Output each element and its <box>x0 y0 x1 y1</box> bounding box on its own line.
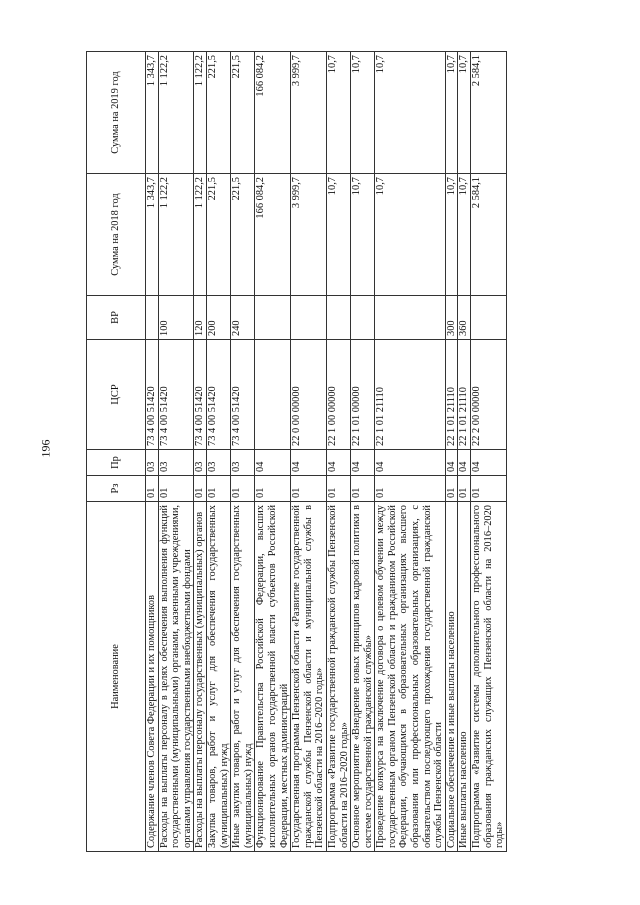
row-vr-cell: 300 <box>445 296 458 340</box>
row-rz-cell: 01 <box>146 476 159 502</box>
row-vr-cell <box>351 296 375 340</box>
row-sum-2019-cell: 10,7 <box>375 52 446 174</box>
row-pr-cell: 04 <box>255 450 291 476</box>
row-vr-cell: 100 <box>158 296 194 340</box>
row-pr-cell: 04 <box>445 450 458 476</box>
header-vr: ВР <box>87 296 146 340</box>
header-rz: Рз <box>87 476 146 502</box>
row-name-cell: Содержание членов Совета Федерации и их помощников <box>146 502 159 852</box>
table-row <box>375 52 446 852</box>
row-pr-cell: 03 <box>206 450 230 476</box>
row-vr-cell: 200 <box>206 296 230 340</box>
row-sum-2018-cell: 10,7 <box>375 174 446 296</box>
header-name: Наименование <box>87 502 146 852</box>
row-sum-2018-cell: 1 122,2 <box>194 174 207 296</box>
table-row <box>351 52 375 852</box>
row-sum-2018-cell: 3 999,7 <box>291 174 327 296</box>
row-name-cell: Закупка товаров, работ и услуг для обеспечения государственных (муниципальных) нужд <box>206 502 230 852</box>
row-name-cell: Функционирование Правительства Российской Федерации, высших исполнительных органов государственной власти субъектов Российской Федерации, местных администраций <box>255 502 291 852</box>
row-name-cell: Социальное обеспечение и иные выплаты населению <box>445 502 458 852</box>
row-vr-cell: 360 <box>458 296 471 340</box>
row-pr-cell: 03 <box>146 450 159 476</box>
row-sum-2018-cell: 1 343,7 <box>146 174 159 296</box>
row-name-cell: Подпрограмма «Развитие системы дополнительного профессионального образования гражданских служащих Пензенской области на 2016–2020 годы» <box>471 502 507 852</box>
row-pr-cell: 03 <box>231 450 255 476</box>
row-vr-cell <box>146 296 159 340</box>
row-csr-cell: 22 1 01 21110 <box>375 340 446 450</box>
header-sum-2018: Сумма на 2018 год <box>87 174 146 296</box>
row-rz-cell: 01 <box>471 476 507 502</box>
row-name-cell: Иные закупки товаров, работ и услуг для обеспечения государственных (муниципальных) нужд <box>231 502 255 852</box>
header-csr: ЦСР <box>87 340 146 450</box>
row-csr-cell: 22 1 01 21110 <box>445 340 458 450</box>
row-csr-cell: 73 4 00 51420 <box>194 340 207 450</box>
table-row <box>158 52 194 852</box>
row-sum-2019-cell: 221,5 <box>206 52 230 174</box>
row-csr-cell: 73 4 00 51420 <box>146 340 159 450</box>
row-vr-cell <box>471 296 507 340</box>
row-sum-2019-cell: 10,7 <box>351 52 375 174</box>
table-row <box>326 52 350 852</box>
table-row <box>445 52 458 852</box>
table-row <box>194 52 207 852</box>
row-pr-cell: 03 <box>158 450 194 476</box>
table-row <box>206 52 230 852</box>
table-row <box>471 52 507 852</box>
row-pr-cell: 04 <box>458 450 471 476</box>
row-rz-cell: 01 <box>206 476 230 502</box>
row-rz-cell: 01 <box>351 476 375 502</box>
table-row <box>231 52 255 852</box>
row-name-cell: Расходы на выплаты персоналу в целях обеспечения выполнения функций государственными (муниципальными) органами, казенными учреждениями, органами управления государственными внебюджетными фондами <box>158 502 194 852</box>
row-csr-cell <box>255 340 291 450</box>
row-sum-2018-cell: 166 084,2 <box>255 174 291 296</box>
table-header-row <box>87 52 146 852</box>
row-sum-2019-cell: 166 084,2 <box>255 52 291 174</box>
row-sum-2019-cell: 2 584,1 <box>471 52 507 174</box>
row-rz-cell: 01 <box>375 476 446 502</box>
row-sum-2019-cell: 1 122,2 <box>158 52 194 174</box>
row-sum-2019-cell: 1 343,7 <box>146 52 159 174</box>
row-rz-cell: 01 <box>458 476 471 502</box>
row-sum-2018-cell: 10,7 <box>351 174 375 296</box>
row-sum-2019-cell: 10,7 <box>326 52 350 174</box>
row-sum-2019-cell: 10,7 <box>445 52 458 174</box>
row-vr-cell: 240 <box>231 296 255 340</box>
table-row <box>458 52 471 852</box>
row-sum-2018-cell: 2 584,1 <box>471 174 507 296</box>
row-vr-cell <box>255 296 291 340</box>
row-name-cell: Иные выплаты населению <box>458 502 471 852</box>
table-body <box>146 52 507 852</box>
row-csr-cell: 22 2 00 00000 <box>471 340 507 450</box>
header-sum-2019: Сумма на 2019 год <box>87 52 146 174</box>
row-rz-cell: 01 <box>231 476 255 502</box>
row-rz-cell: 01 <box>158 476 194 502</box>
row-csr-cell: 22 0 00 00000 <box>291 340 327 450</box>
row-rz-cell: 01 <box>194 476 207 502</box>
row-pr-cell: 04 <box>375 450 446 476</box>
row-csr-cell: 22 1 01 00000 <box>351 340 375 450</box>
rotated-table-wrapper <box>86 52 596 852</box>
row-rz-cell: 01 <box>326 476 350 502</box>
row-vr-cell <box>375 296 446 340</box>
row-sum-2019-cell: 1 122,2 <box>194 52 207 174</box>
row-name-cell: Основное мероприятие «Внедрение новых принципов кадровой политики в системе государственной гражданской службы» <box>351 502 375 852</box>
header-pr: Пр <box>87 450 146 476</box>
row-csr-cell: 22 1 01 21110 <box>458 340 471 450</box>
row-sum-2018-cell: 10,7 <box>445 174 458 296</box>
table-row <box>255 52 291 852</box>
row-pr-cell: 04 <box>291 450 327 476</box>
row-name-cell: Расходы на выплаты персоналу государственных (муниципальных) органов <box>194 502 207 852</box>
budget-table <box>86 51 507 852</box>
row-csr-cell: 73 4 00 51420 <box>206 340 230 450</box>
table-row <box>146 52 159 852</box>
row-sum-2018-cell: 221,5 <box>206 174 230 296</box>
row-pr-cell: 03 <box>194 450 207 476</box>
row-name-cell: Государственная программа Пензенской области «Развитие государственной гражданской службы Пензенской области и муниципальной службы в Пензенской области на 2016–2020 годы» <box>291 502 327 852</box>
row-sum-2018-cell: 10,7 <box>458 174 471 296</box>
row-sum-2019-cell: 3 999,7 <box>291 52 327 174</box>
row-pr-cell: 04 <box>326 450 350 476</box>
row-name-cell: Проведение конкурса на заключение договора о целевом обучении между государственным органом Пензенской области и гражданином Российской Федерации, обучающимся в образовательных организациях высшего образования или профессиональных образовательных организациях, с обязательством последующего прохождения государственной гражданской службы Пензенской области <box>375 502 446 852</box>
row-pr-cell: 04 <box>471 450 507 476</box>
row-sum-2018-cell: 1 122,2 <box>158 174 194 296</box>
row-rz-cell: 01 <box>255 476 291 502</box>
page-number: 196 <box>38 439 53 458</box>
row-csr-cell: 22 1 00 00000 <box>326 340 350 450</box>
row-rz-cell: 01 <box>445 476 458 502</box>
row-csr-cell: 73 4 00 51420 <box>231 340 255 450</box>
row-sum-2018-cell: 221,5 <box>231 174 255 296</box>
row-sum-2019-cell: 10,7 <box>458 52 471 174</box>
row-pr-cell: 04 <box>351 450 375 476</box>
row-name-cell: Подпрограмма «Развитие государственной гражданской службы Пензенской области на 2016–2020 годы» <box>326 502 350 852</box>
table-row <box>291 52 327 852</box>
row-vr-cell <box>326 296 350 340</box>
row-sum-2018-cell: 10,7 <box>326 174 350 296</box>
row-vr-cell: 120 <box>194 296 207 340</box>
row-vr-cell <box>291 296 327 340</box>
row-sum-2019-cell: 221,5 <box>231 52 255 174</box>
row-rz-cell: 01 <box>291 476 327 502</box>
row-csr-cell: 73 4 00 51420 <box>158 340 194 450</box>
